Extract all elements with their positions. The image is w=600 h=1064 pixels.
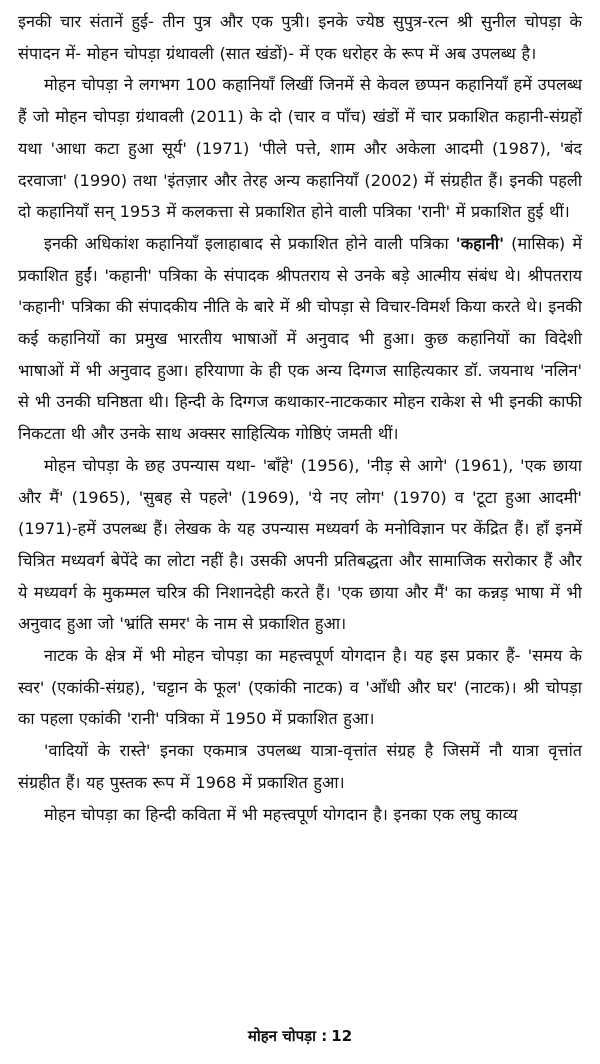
body-text — [18, 6, 582, 830]
magazine-name-bold: 'कहानी' — [455, 233, 505, 253]
paragraph-1: इनकी चार संतानें हुई- तीन पुत्र और एक पुत्री। इनके ज्येष्ठ सुपुत्र-रत्न श्री सुनील चोपड़ा के संपादन में- मोहन चोपड़ा ग्रंथावली (सात खंडों)- में एक धरोहर के रूप में अब उपलब्ध है। — [18, 12, 582, 63]
paragraph-3-lead: इनकी अधिकांश कहानियाँ इलाहाबाद से प्रकाशित होने वाली पत्रिका — [44, 233, 456, 253]
paragraph-3 — [18, 228, 582, 450]
paragraph-7: मोहन चोपड़ा का हिन्दी कविता में भी महत्त्वपूर्ण योगदान है। इनका एक लघु काव्य — [44, 804, 518, 824]
paragraph-5: नाटक के क्षेत्र में भी मोहन चोपड़ा का महत्त्वपूर्ण योगदान है। यह इस प्रकार हैं- 'समय के स्वर' (एकांकी-संग्रह), 'चट्टान के फूल' (एकांकी नाटक) व 'आँधी और घर' (नाटक)। श्री चोपड़ा का पहला एकांकी 'रानी' पत्रिका में 1950 में प्रकाशित हुआ। — [18, 646, 582, 729]
footer-title: मोहन चोपड़ा : — [247, 1027, 328, 1045]
paragraph-2: मोहन चोपड़ा ने लगभग 100 कहानियाँ लिखीं जिनमें से केवल छप्पन कहानियाँ हमें उपलब्ध हैं जो मोहन चोपड़ा ग्रंथावली (2011) के दो (चार व पाँच) खंडों में चार प्रकाशित कहानी-संग्रहों यथा 'आधा कटा हुआ सूर्य' (1971) 'पीले पत्ते, शाम और अकेला आदमी (1987), 'बंद दरवाजा' (1990) तथा 'इंतज़ार और तेरह अन्य कहानियाँ (2002) में संग्रहीत हैं। इनकी पहली दो कहानियाँ सन् 1953 में कलकत्ता से प्रकाशित होने वाली पत्रिका 'रानी' में प्रकाशित हुई थीं। — [18, 75, 582, 222]
page-footer — [0, 1026, 600, 1046]
paragraph-6: 'वादियों के रास्ते' इनका एकमात्र उपलब्ध यात्रा-वृत्तांत संग्रह है जिसमें नौ यात्रा वृत्तांत संग्रहीत हैं। यह पुस्तक रूप में 1968 में प्रकाशित हुआ। — [18, 741, 582, 792]
page-number: 12 — [331, 1027, 353, 1045]
paragraph-3-rest: (मासिक) में प्रकाशित हुईं। 'कहानी' पत्रिका के संपादक श्रीपतराय से उनके बड़े आत्मीय संबंध थे। श्रीपतराय 'कहानी' पत्रिका की संपादकीय नीति के बारे में श्री चोपड़ा से विचार-विमर्श किया करते थे। इनकी कई कहानियों का प्रमुख भारतीय भाषाओं में अनुवाद भी हुआ। कुछ कहानियों का विदेशी भाषाओं में भी अनुवाद हुआ। हरियाणा के ही एक अन्य दिग्गज साहित्यकार डॉ. जयनाथ 'नलिन' से भी उनकी घनिष्ठता थी। हिन्दी के दिग्गज कथाकार-नाटककार मोहन राकेश से भी इनकी काफी निकटता थी और उनके साथ अक्सर साहित्यिक गोष्ठिएं जमती थीं। — [18, 233, 582, 444]
paragraph-4: मोहन चोपड़ा के छह उपन्यास यथा- 'बाँहे' (1956), 'नीड़ से आगे' (1961), 'एक छाया और मैं' (1965), 'सुबह से पहले' (1969), 'ये नए लोग' (1970) व 'टूटा हुआ आदमी' (1971)-हमें उपलब्ध हैं। लेखक के यह उपन्यास मध्यवर्ग के मनोविज्ञान पर केंद्रित हैं। हाँ इनमें चित्रित मध्यवर्ग बेपेंदे का लोटा नहीं है। उसकी अपनी प्रतिबद्धता और सामाजिक सरोकार हैं और ये मध्यवर्ग के मुकम्मल चरित्र की निशानदेही करते हैं। 'एक छाया और मैं' का कन्नड़ भाषा में भी अनुवाद हुआ जो 'भ्रांति समर' के नाम से प्रकाशित हुआ। — [18, 455, 582, 634]
